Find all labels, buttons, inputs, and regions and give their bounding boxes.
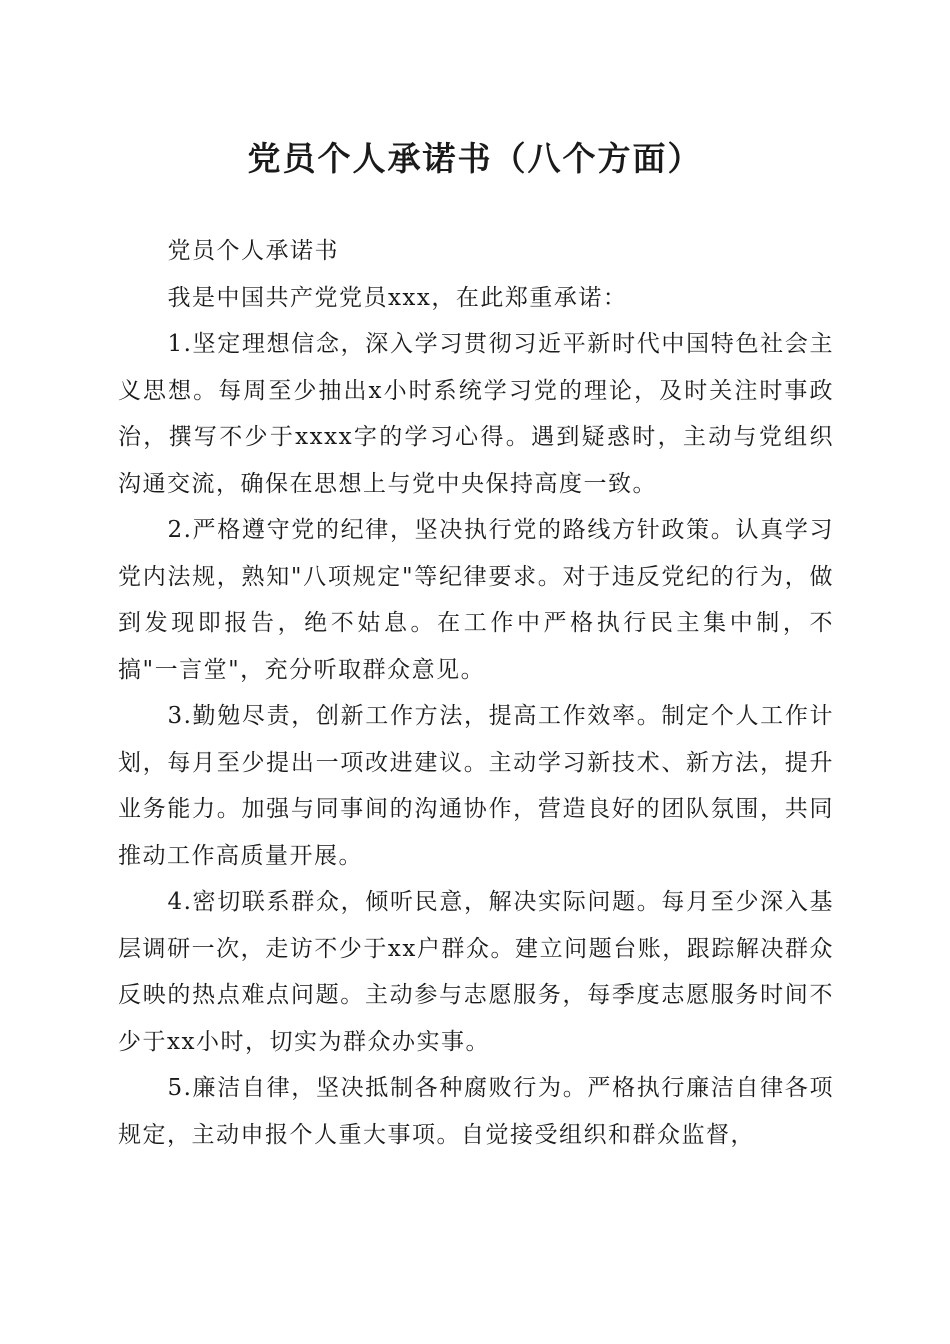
commitment-paragraph-3: 3.勤勉尽责，创新工作方法，提高工作效率。制定个人工作计划，每月至少提出一项改进建议。主动学习新技术、新方法，提升业务能力。加强与同事间的沟通协作，营造良好的团队氛围，共同推动工作高质量开展。	[118, 703, 834, 869]
heading-line: 党员个人承诺书	[167, 238, 339, 264]
commitment-paragraph-4: 4.密切联系群众，倾听民意，解决实际问题。每月至少深入基层调研一次，走访不少于xx户群众。建立问题台账，跟踪解决群众反映的热点难点问题。主动参与志愿服务，每季度志愿服务时间不少于xx小时，切实为群众办实事。	[118, 889, 834, 1055]
commitment-paragraph-5: 5.廉洁自律，坚决抵制各种腐败行为。严格执行廉洁自律各项规定，主动申报个人重大事项。自觉接受组织和群众监督，	[118, 1075, 834, 1148]
intro-paragraph: 我是中国共产党党员xxx，在此郑重承诺：	[167, 284, 628, 311]
commitment-paragraph-1: 1.坚定理想信念，深入学习贯彻习近平新时代中国特色社会主义思想。每周至少抽出x小时系统学习党的理论，及时关注时事政治，撰写不少于xxxx字的学习心得。遇到疑惑时，主动与党组织沟通交流，确保在思想上与党中央保持高度一致。	[118, 331, 834, 497]
commitment-paragraph-2: 2.严格遵守党的纪律，坚决执行党的路线方针政策。认真学习党内法规，熟知"八项规定"等纪律要求。对于违反党纪的行为，做到发现即报告，绝不姑息。在工作中严格执行民主集中制，不搞"一言堂"，充分听取群众意见。	[118, 517, 834, 683]
document-title: 党员个人承诺书（八个方面）	[247, 139, 703, 178]
document-body	[118, 228, 834, 1158]
